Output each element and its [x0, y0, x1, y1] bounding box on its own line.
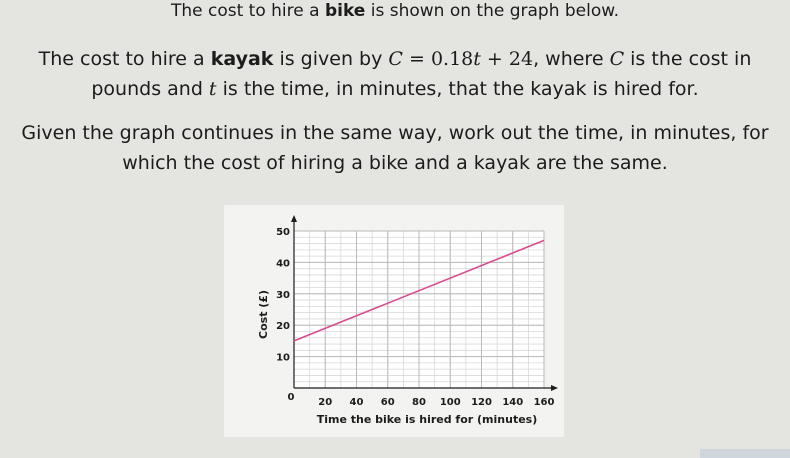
task-text: Given the graph continues in the same way, work out the time, in minutes, for which the cost of hiring a bike and a kayak are the same.	[21, 122, 769, 174]
footer-strip	[700, 449, 790, 458]
y-axis-label: Cost (£)	[257, 290, 270, 339]
x-tick-label: 60	[380, 397, 395, 408]
y-tick-label: 50	[276, 227, 290, 238]
intro-text: The cost to hire a bike is shown on the graph below.	[170, 1, 619, 21]
x-axis-label: Time the bike is hired for (minutes)	[316, 413, 538, 426]
kayak-equation: C = 0.18t + 24	[388, 48, 534, 70]
x-tick-label: 20	[318, 397, 333, 408]
bike-cost-graph	[224, 205, 564, 437]
x-tick-label: 120	[471, 397, 492, 408]
kayak-cost-text: The cost to hire a kayak is given by C = 0.18t + 24, where C is the cost in pounds and t is the time, in minutes, that the kayak is hired for.	[38, 48, 752, 100]
chart-svg	[224, 205, 564, 437]
x-tick-label: 80	[412, 397, 426, 408]
y-axis-arrow	[291, 215, 297, 222]
y-tick-label: 40	[276, 258, 290, 270]
y-tick-label: 20	[276, 321, 290, 333]
x-axis-arrow	[551, 385, 558, 391]
x-tick-label: 100	[439, 397, 461, 408]
x-tick-label: 40	[349, 397, 364, 408]
y-tick-label: 30	[276, 289, 290, 301]
x-tick-label: 140	[502, 397, 524, 408]
kayak-word: kayak	[210, 48, 274, 70]
intro-bike-word: bike	[324, 1, 366, 21]
x-tick-label: 160	[533, 397, 555, 408]
y-tick-label: 10	[276, 352, 290, 364]
x-tick-label: 0	[287, 392, 295, 403]
